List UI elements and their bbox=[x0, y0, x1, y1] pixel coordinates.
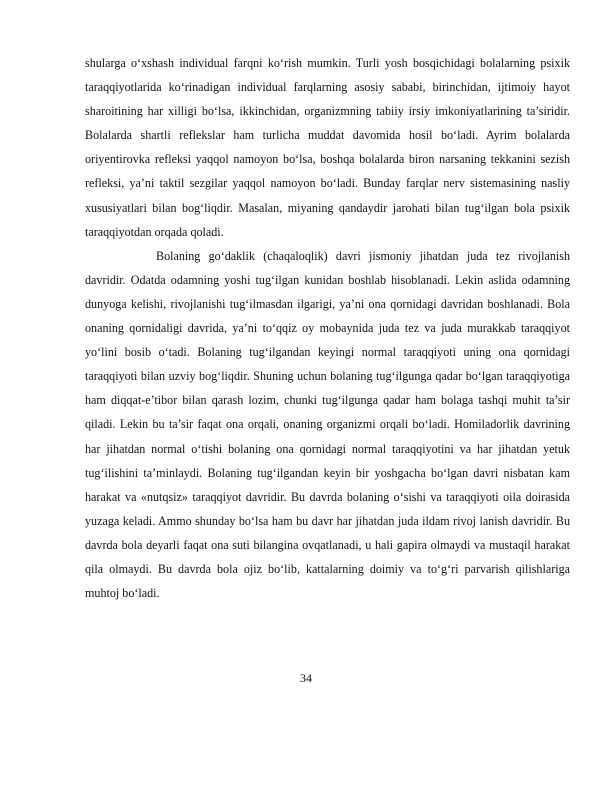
page-body bbox=[85, 51, 570, 605]
paragraph-infancy-period: Bolaning go‘daklik (chaqaloqlik) davri jismoniy jihatdan juda tez rivojlanish davridir. Odatda odamning yoshi tug‘ilgan kunidan boshlab hisoblanadi. Lekin aslida odamning dunyoga kelishi, rivojlanishi tug‘ilmasdan ilgarigi, ya’ni ona qornidagi davridan boshlanadi. Bola onaning qornidaligi davrida, ya’ni to‘qqiz oy mobaynida juda tez va juda murakkab taraqqiyot yo‘lini bosib o‘tadi. Bolaning tug‘ilgandan keyingi normal taraqqiyoti uning ona qornidagi taraqqiyoti bilan uzviy bog‘liqdir. Shuning uchun bolaning tug‘ilgunga qadar bo‘lgan taraqqiyotiga ham diqqat-e’tibor bilan qarash lozim, chunki tug‘ilgunga qadar ham bolaga tashqi muhit ta’sir qiladi. Lekin bu ta’sir faqat ona orqali, onaning organizmi orqali bo‘ladi. Homiladorlik davrining har jihatdan normal o‘tishi bolaning ona qornidagi normal taraqqiyotini va har jihatdan yetuk tug‘ilishini ta’minlaydi. Bolaning tug‘ilgandan keyin bir yoshgacha bo‘lgan davri nisbatan kam harakat va «nutqsiz» taraqqiyot davridir. Bu davrda bolaning o‘sishi va taraqqiyoti oila doirasida yuzaga keladi. Ammo shunday bo‘lsa ham bu davr har jihatdan juda ildam rivoj lanish davridir. Bu davrda bola deyarli faqat ona suti bilangina ovqatlanadi, u hali gapira olmaydi va mustaqil harakat qila olmaydi. Bu davrda bola ojiz bo‘lib, kattalarning doimiy va to‘g‘ri parvarish qilishlariga muhtoj bo‘ladi. bbox=[85, 248, 570, 601]
paragraph-individual-differences: shularga o‘xshash individual farqni ko‘rish mumkin. Turli yosh bosqichidagi bolalarning psixik taraqqiyotlarida ko‘rinadigan individual farqlarning asosiy sababi, birinchidan, ijtimoiy hayot sharoitining har xilligi bo‘lsa, ikkinchidan, organizmning tabiiy irsiy imkoniyatlarining ta’siridir. Bolalarda shartli reflekslar ham turlicha muddat davomida hosil bo‘ladi. Ayrim bolalarda oriyentirovka refleksi yaqqol namoyon bo‘lsa, boshqa bolalarda biron narsaning tekkanini sezish refleksi, ya’ni taktil sezgilar yaqqol namoyon bo‘ladi. Bunday farqlar nerv sistemasining nasliy xususiyatlari bilan bog‘liqdir. Masalan, miyaning qandaydir jarohati bilan tug‘ilgan bola psixik taraqqiyotdan orqada qoladi. bbox=[85, 56, 570, 239]
page-number: 34 bbox=[300, 671, 312, 685]
